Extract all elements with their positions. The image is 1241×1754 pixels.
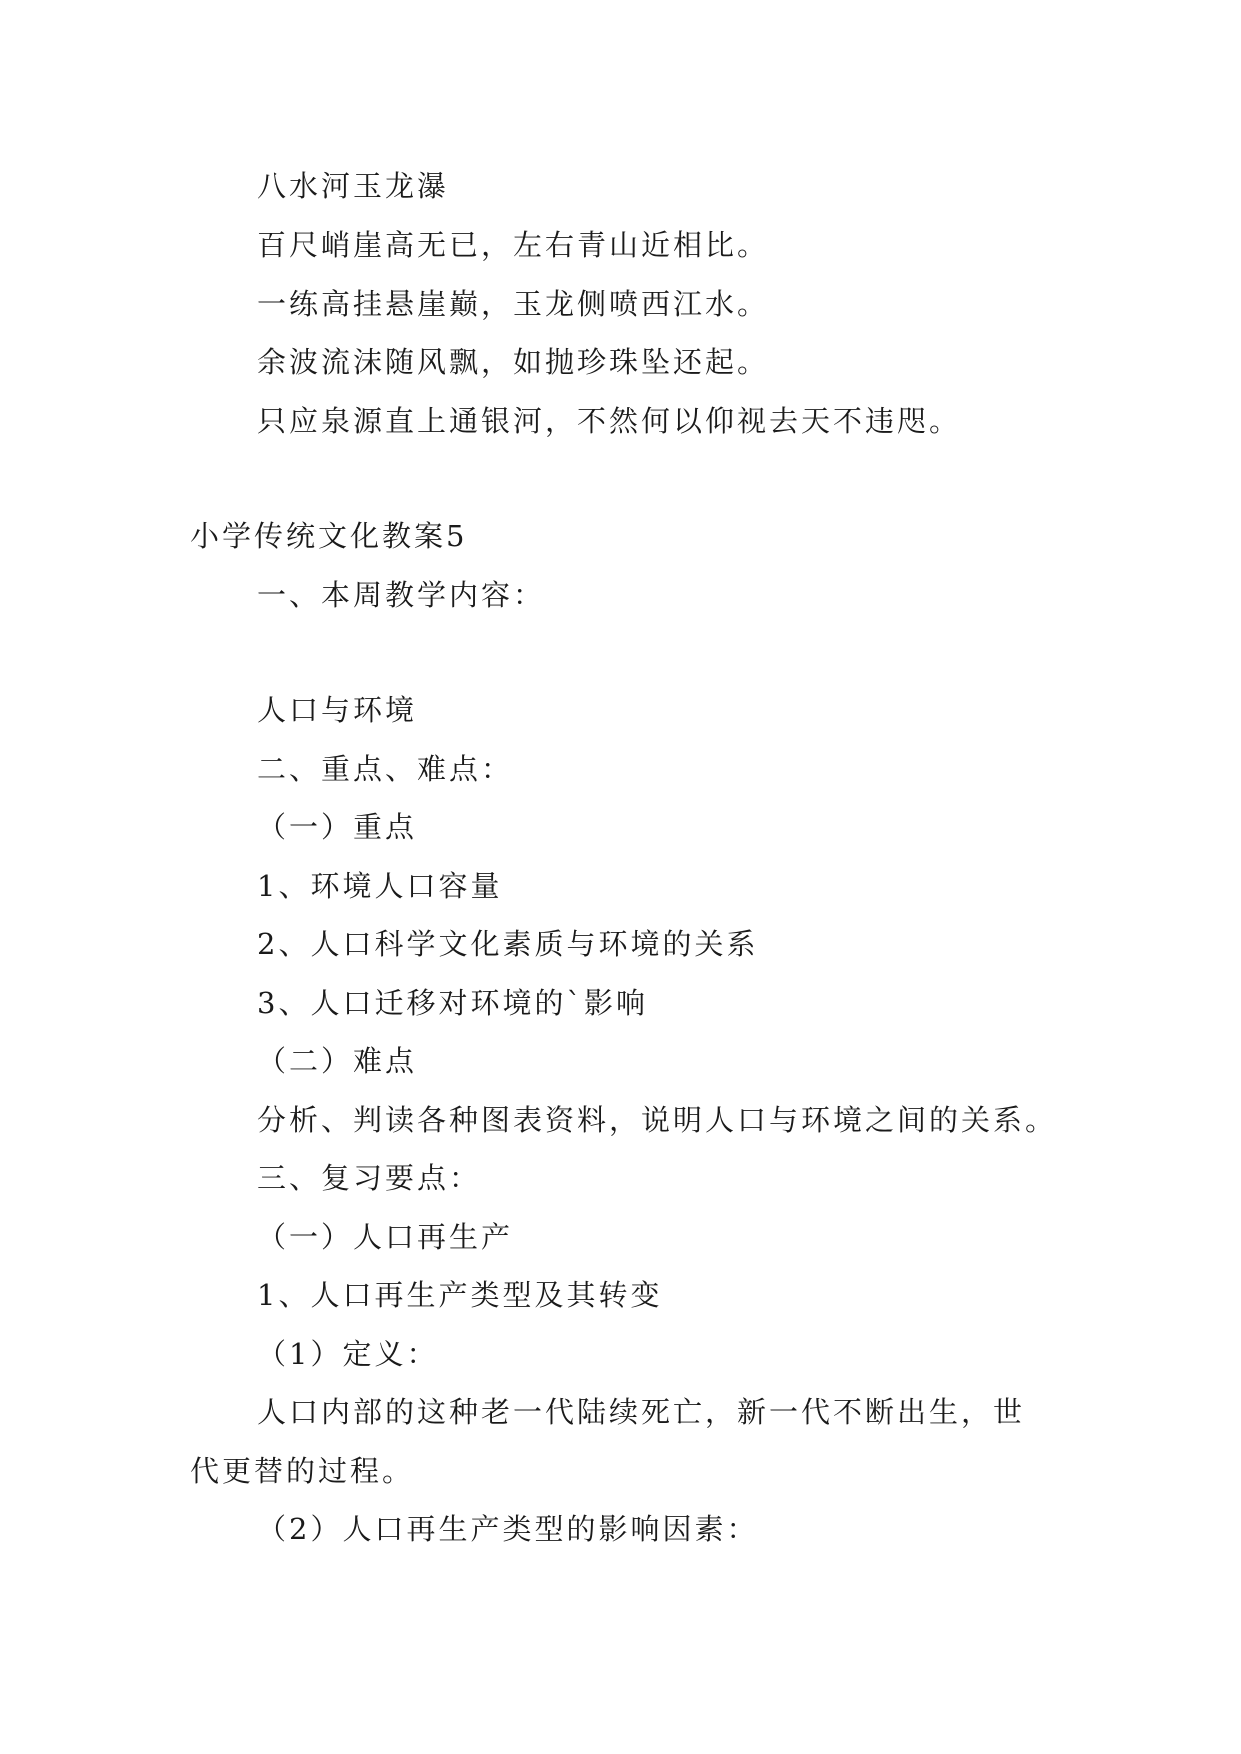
subsection-heading: （一）重点 (257, 810, 418, 844)
list-item: （2）人口再生产类型的影响因素： (257, 1512, 759, 1546)
list-item: 1、环境人口容量 (257, 869, 503, 903)
lesson-title: 小学传统文化教案5 (190, 519, 468, 553)
paragraph: 人口与环境 (257, 693, 418, 727)
subsection-heading: （二）难点 (257, 1044, 418, 1078)
poem-line: 百尺峭崖高无已，左右青山近相比。 (257, 228, 770, 262)
subsection-heading: （一）人口再生产 (257, 1220, 514, 1254)
poem-line: 只应泉源直上通银河，不然何以仰视去天不违咫。 (257, 404, 962, 438)
paragraph: 分析、判读各种图表资料，说明人口与环境之间的关系。 (257, 1103, 1058, 1137)
poem-line: 一练高挂悬崖巅，玉龙侧喷西江水。 (257, 287, 770, 321)
list-item: 3、人口迁移对环境的`影响 (257, 986, 648, 1020)
paragraph-continuation: 代更替的过程。 (190, 1454, 415, 1488)
section-heading: 三、复习要点： (257, 1161, 482, 1195)
list-item: 1、人口再生产类型及其转变 (257, 1278, 663, 1312)
section-heading: 一、本周教学内容： (257, 578, 546, 612)
poem-line: 余波流沫随风飘，如抛珍珠坠还起。 (257, 345, 770, 379)
section-heading: 二、重点、难点： (257, 752, 514, 786)
list-item: （1）定义： (257, 1337, 439, 1371)
poem-title: 八水河玉龙瀑 (257, 169, 450, 203)
list-item: 2、人口科学文化素质与环境的关系 (257, 927, 759, 961)
paragraph: 人口内部的这种老一代陆续死亡，新一代不断出生，世 (257, 1395, 1026, 1429)
